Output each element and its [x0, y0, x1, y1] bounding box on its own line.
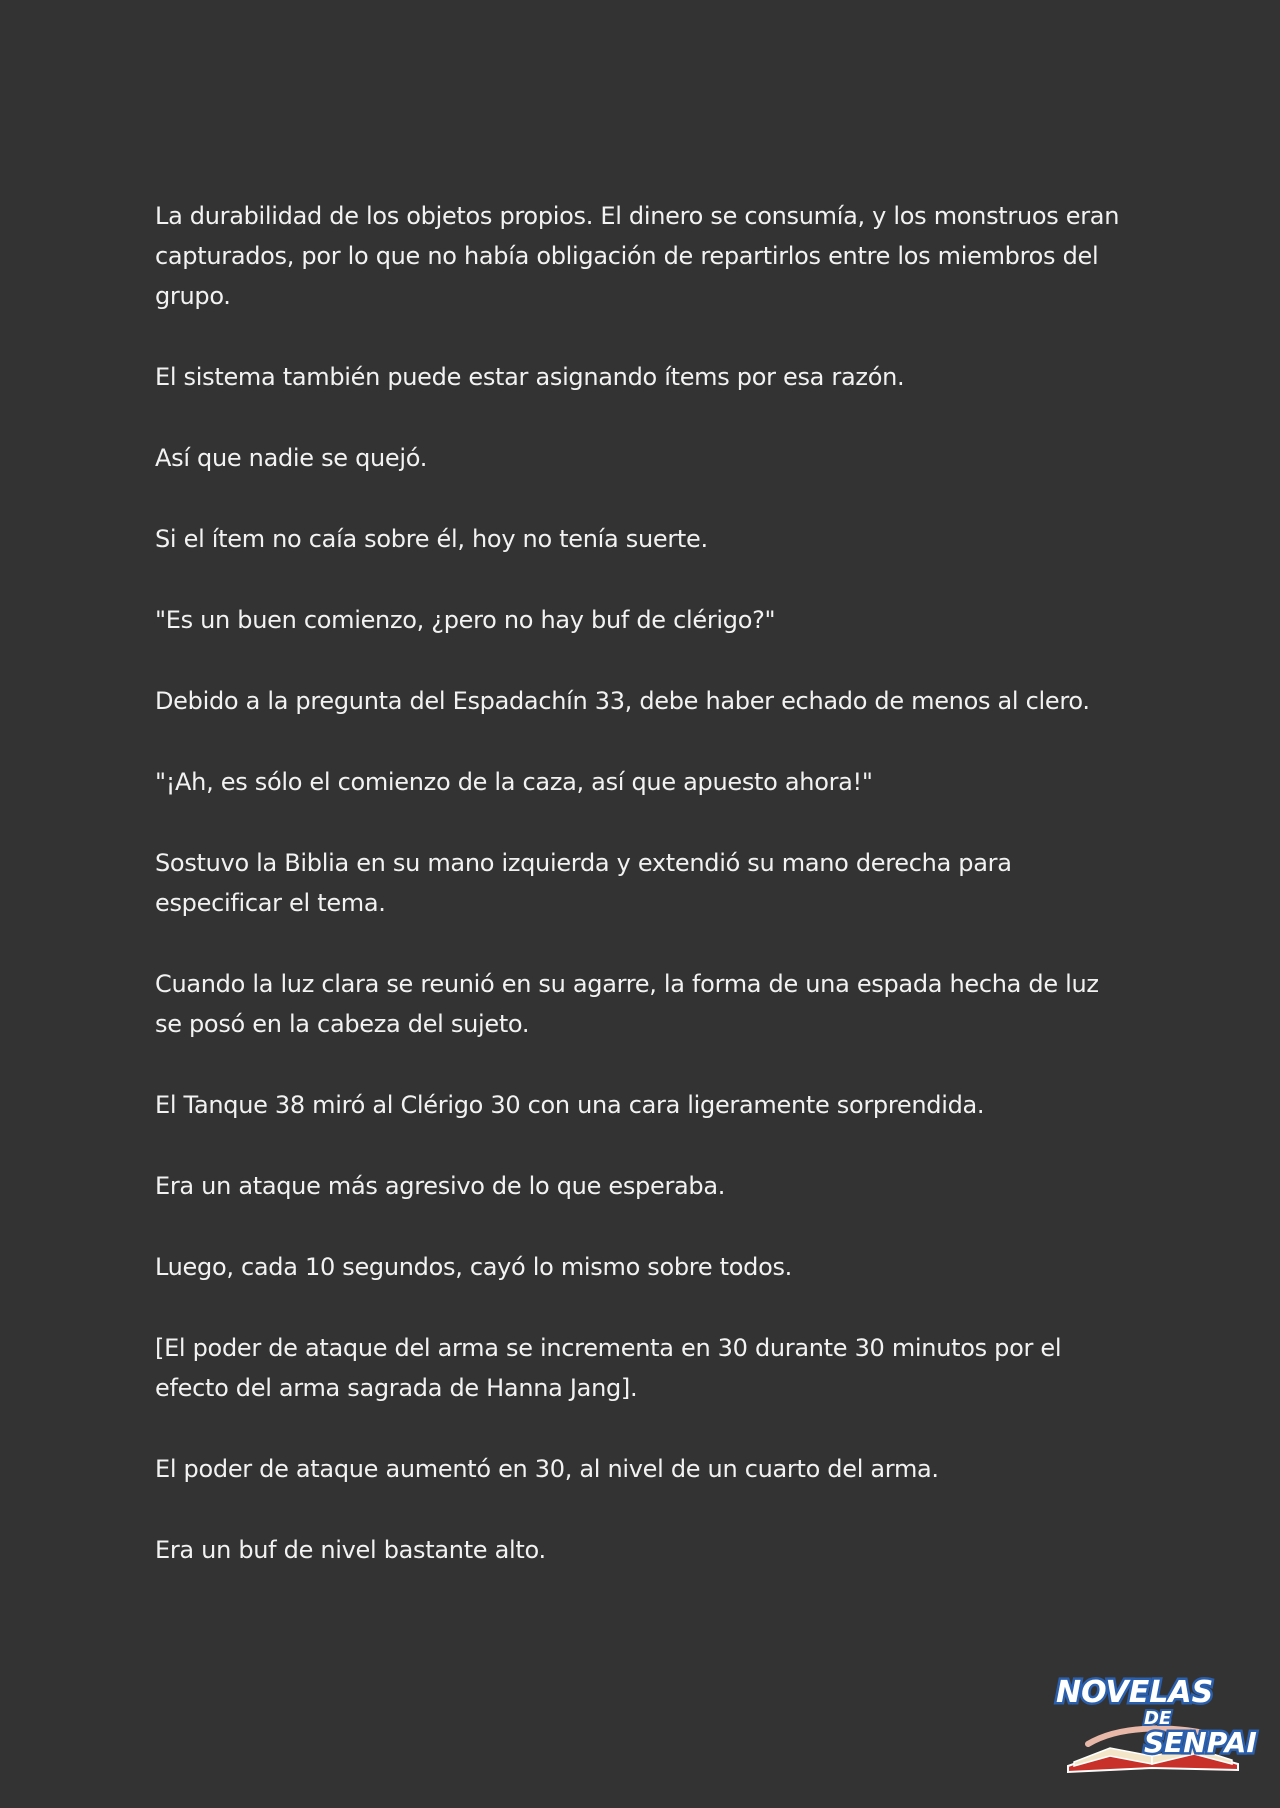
paragraph-15: Era un buf de nivel bastante alto. [155, 1536, 546, 1564]
paragraph-4: Si el ítem no caía sobre él, hoy no tenía suerte. [155, 525, 708, 553]
logo-line-3: SENPAI [1144, 1726, 1257, 1759]
paragraph-13: [El poder de ataque del arma se incrementa en 30 durante 30 minutos por el efecto del arma sagrada de Hanna Jang]. [155, 1334, 1062, 1402]
logo-line-1: NOVELAS [1056, 1675, 1214, 1710]
paragraph-1: La durabilidad de los objetos propios. El dinero se consumía, y los monstruos eran capturados, por lo que no había obligación de repartirlos entre los miembros del grupo. [155, 202, 1120, 310]
paragraph-14: El poder de ataque aumentó en 30, al nivel de un cuarto del arma. [155, 1455, 939, 1483]
novelas-de-senpai-logo [1048, 1666, 1260, 1776]
paragraph-8: Sostuvo la Biblia en su mano izquierda y extendió su mano derecha para especificar el tema. [155, 849, 1012, 917]
paragraph-3: Así que nadie se quejó. [155, 444, 428, 472]
paragraph-6: Debido a la pregunta del Espadachín 33, debe haber echado de menos al clero. [155, 687, 1090, 715]
logo-book-icon [1048, 1666, 1260, 1776]
paragraph-7: "¡Ah, es sólo el comienzo de la caza, así que apuesto ahora!" [155, 768, 873, 796]
paragraph-5: "Es un buen comienzo, ¿pero no hay buf de clérigo?" [155, 606, 776, 634]
chapter-text [155, 196, 1130, 1611]
paragraph-11: Era un ataque más agresivo de lo que esperaba. [155, 1172, 726, 1200]
paragraph-9: Cuando la luz clara se reunió en su agarre, la forma de una espada hecha de luz se posó en la cabeza del sujeto. [155, 970, 1099, 1038]
paragraph-2: El sistema también puede estar asignando ítems por esa razón. [155, 363, 905, 391]
paragraph-10: El Tanque 38 miró al Clérigo 30 con una cara ligeramente sorprendida. [155, 1091, 985, 1119]
logo-line-2: DE [1144, 1708, 1172, 1729]
paragraph-12: Luego, cada 10 segundos, cayó lo mismo sobre todos. [155, 1253, 792, 1281]
